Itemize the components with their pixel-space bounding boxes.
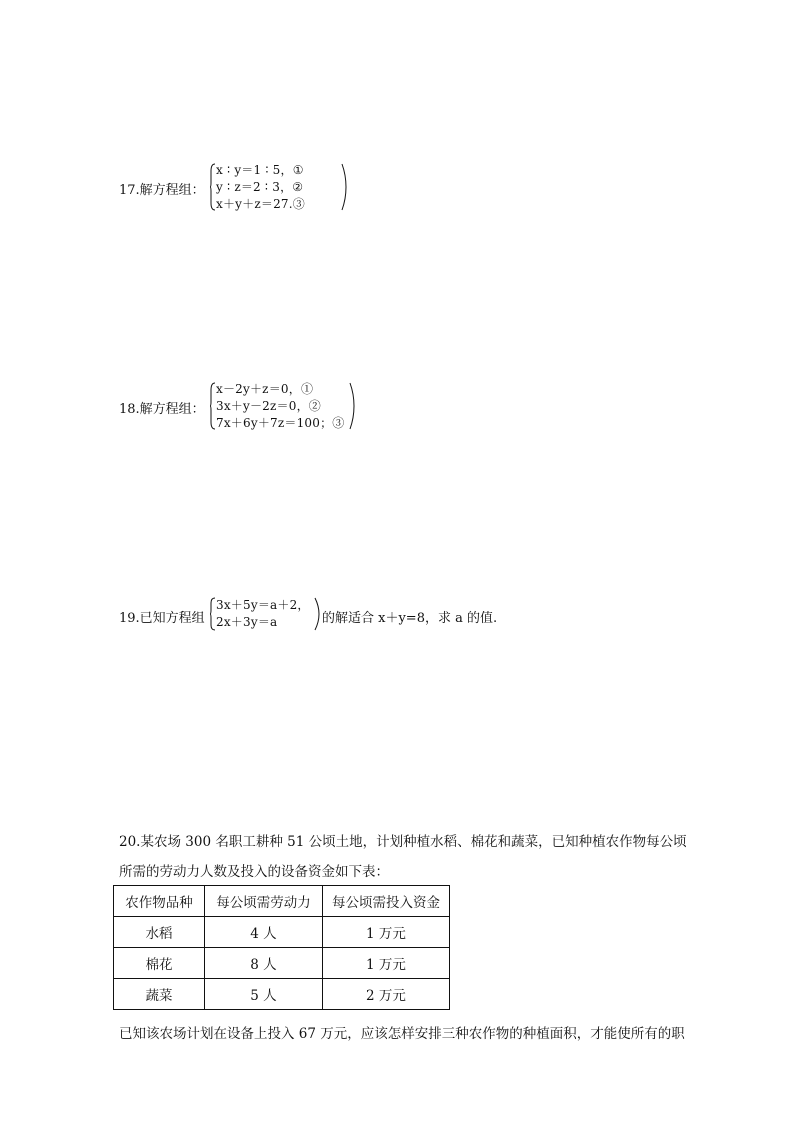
table-header-row (114, 886, 450, 917)
q20-line3: 已知该农场计划在设备上投入 67 万元，应该怎样安排三种农作物的种植面积，才能使所有的职 (119, 1026, 685, 1042)
q18-eq3: 7x＋6y＋7z＝100；③ (216, 416, 345, 430)
table-header-cell: 每公顷需投入资金 (323, 886, 450, 917)
crop-table (113, 885, 450, 1010)
table-cell: 水稻 (114, 917, 205, 948)
q19-system (216, 597, 310, 631)
q17-label: 17.解方程组： (119, 183, 205, 198)
q17-right-paren (341, 163, 347, 211)
table-cell: 5 人 (205, 979, 323, 1010)
q17-system (216, 162, 305, 213)
q19-condition: 的解适合 x＋y=8，求 a 的值. (322, 611, 498, 626)
q18-eq1: x－2y＋z＝0，① (216, 382, 314, 396)
q19-eq1: 3x＋5y＝a＋2， (216, 598, 310, 612)
table-row (114, 948, 450, 979)
table-cell: 棉花 (114, 948, 205, 979)
q17-eq3: x＋y＋z＝27.③ (216, 197, 305, 211)
q17-eq1: x ∶ y＝1 ∶ 5，① (216, 163, 304, 177)
q20-line2: 所需的劳动力人数及投入的设备资金如下表： (119, 864, 389, 880)
q18-system (216, 381, 344, 432)
table-cell: 8 人 (205, 948, 323, 979)
q20-line1: 20.某农场 300 名职工耕种 51 公顷土地，计划种植水稻、棉花和蔬菜，已知种植农作物每公顷 (119, 834, 687, 850)
table-cell: 4 人 (205, 917, 323, 948)
q17-eq2: y ∶ z＝2 ∶ 3，② (216, 180, 304, 194)
table-header-cell: 农作物品种 (114, 886, 205, 917)
q19-right-paren (314, 597, 320, 631)
q18-right-paren (349, 382, 355, 430)
table-row (114, 979, 450, 1010)
table-cell: 2 万元 (323, 979, 450, 1010)
q18-eq2: 3x＋y－2z＝0，② (216, 399, 321, 413)
table-header-cell: 每公顷需劳动力 (205, 886, 323, 917)
q19-label: 19.已知方程组 (119, 611, 205, 626)
table-cell: 1 万元 (323, 948, 450, 979)
table-row (114, 917, 450, 948)
q19-eq2: 2x＋3y＝a (216, 615, 278, 629)
q18-label: 18.解方程组： (119, 402, 205, 417)
table-cell: 蔬菜 (114, 979, 205, 1010)
table-cell: 1 万元 (323, 917, 450, 948)
